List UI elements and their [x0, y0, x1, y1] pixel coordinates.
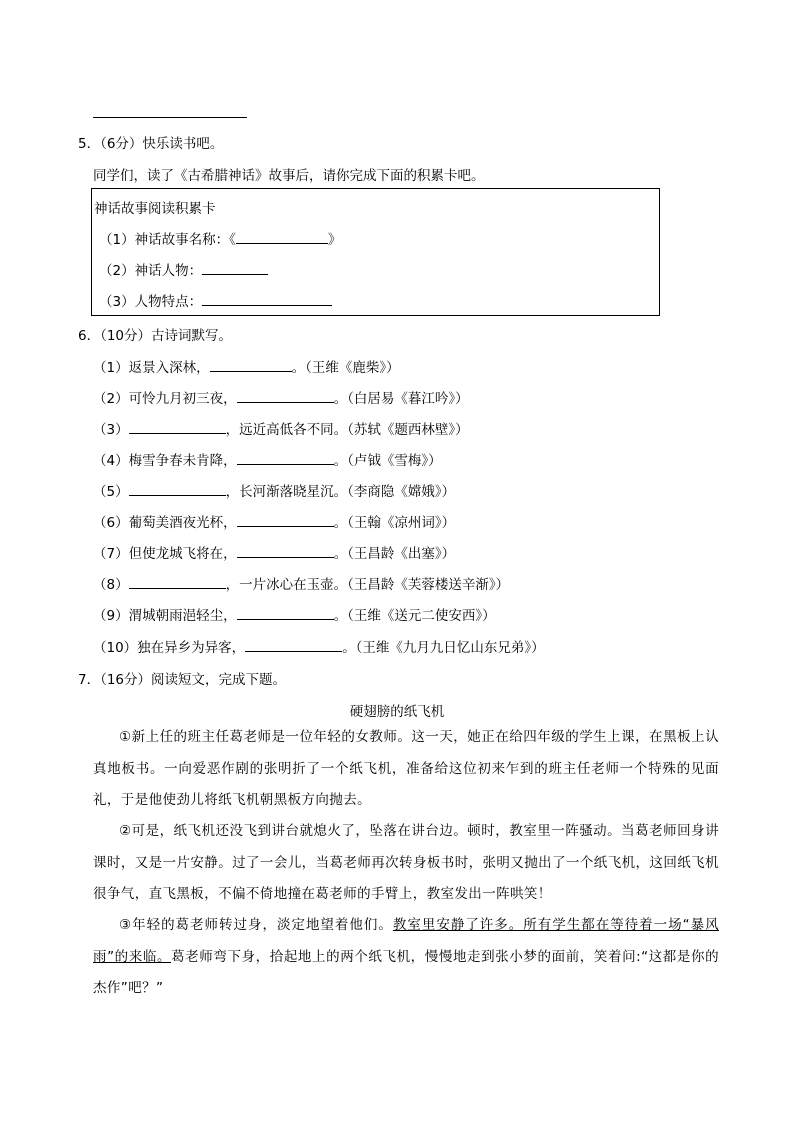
poem-line-post: 。（卢钺《雪梅》）: [333, 453, 442, 469]
underlined-sentence: 教室里安静了许多。所有学生都在等待着一场“暴风雨”的来临。: [93, 917, 719, 965]
poem-line-post: 。（白居易《暮江吟》）: [333, 391, 469, 407]
poem-blank[interactable]: [129, 577, 226, 589]
card-item-3: [99, 290, 332, 310]
poem-line-pre: （8）: [93, 577, 129, 593]
poem-blank[interactable]: [237, 608, 334, 620]
q5-header: 5．（6分）快乐读书吧。: [78, 136, 224, 152]
paragraph-1-text: ①新上任的班主任葛老师是一位年轻的女教师。这一天，她正在给四年级的学生上课，在黑板上认真地板书。一向爱恶作剧的张明折了一个纸飞机，准备给这位初来乍到的班主任老师一个特殊的见面礼，于是他使劲儿将纸飞机朝黑板方向抛去。: [93, 729, 719, 808]
paragraph-1: [93, 722, 719, 817]
poem-blank[interactable]: [237, 453, 334, 465]
trait-blank[interactable]: [202, 294, 332, 306]
poem-line-post: ，长河渐落晓星沉。（李商隐《嫦娥》）: [225, 484, 456, 500]
poem-line-pre: （9）渭城朝雨浥轻尘，: [93, 608, 237, 624]
poem-blank[interactable]: [245, 640, 342, 652]
poem-line: [93, 636, 545, 656]
poem-line-post: 。（王维《九月九日忆山东兄弟》）: [342, 640, 545, 656]
paragraph-3-start: ③年轻的葛老师转过身，淡定地望着他们。: [119, 917, 393, 933]
poem-line-pre: （10）独在异乡为异客，: [93, 640, 246, 656]
poem-line-pre: （5）: [93, 484, 129, 500]
story-name-blank[interactable]: [236, 232, 328, 244]
answer-line-top: [93, 117, 247, 118]
poem-line: [93, 449, 442, 469]
poem-blank[interactable]: [237, 546, 334, 558]
poem-line-pre: （3）: [93, 422, 129, 438]
poem-line-pre: （7）但使龙城飞将在，: [93, 546, 237, 562]
character-blank[interactable]: [202, 263, 268, 275]
card-item-2-prefix: （2）神话人物：: [99, 263, 203, 279]
poem-line: [93, 480, 455, 500]
poem-blank[interactable]: [129, 484, 226, 496]
card-item-1-prefix: （1）神话故事名称：《: [99, 232, 236, 248]
paragraph-3: [93, 910, 719, 1005]
poem-line: [93, 573, 509, 593]
poem-line-pre: （1）返景入深林，: [93, 360, 210, 376]
poem-line: [93, 356, 400, 376]
q5-intro: 同学们，读了《古希腊神话》故事后，请你完成下面的积累卡吧。: [93, 168, 485, 184]
poem-line-post: ，远近高低各不同。（苏轼《题西林壁》）: [225, 422, 469, 438]
poem-blank[interactable]: [129, 422, 226, 434]
poem-line: [93, 387, 469, 407]
poem-line-pre: （2）可怜九月初三夜，: [93, 391, 237, 407]
poem-blank[interactable]: [210, 360, 292, 372]
paragraph-3-text: [93, 910, 719, 1005]
poem-blank[interactable]: [237, 515, 334, 527]
card-title: 神话故事阅读积累卡: [94, 201, 216, 217]
paragraph-3-end: 葛老师弯下身，拾起地上的两个纸飞机，慢慢地走到张小梦的面前，笑着问:“这都是你的杰作”吧？”: [93, 948, 719, 996]
paragraph-2: [93, 816, 719, 911]
poem-blank[interactable]: [237, 391, 334, 403]
card-item-2: [99, 259, 268, 279]
card-item-1: [99, 228, 341, 248]
q7-header: 7．（16分）阅读短文，完成下题。: [78, 672, 287, 688]
poem-line: [93, 418, 469, 438]
poem-line-post: 。（王维《送元二使安西》）: [333, 608, 496, 624]
article-title: 硬翅膀的纸飞机: [349, 704, 445, 720]
poem-line-pre: （6）葡萄美酒夜光杯，: [93, 515, 237, 531]
card-item-3-prefix: （3）人物特点：: [99, 294, 203, 310]
poem-line-post: 。（王翰《凉州词》）: [333, 515, 456, 531]
q6-header: 6．（10分）古诗词默写。: [78, 328, 233, 344]
poem-line-pre: （4）梅雪争春未肯降，: [93, 453, 237, 469]
poem-line: [93, 604, 496, 624]
poem-line: [93, 511, 455, 531]
poem-line-post: ，一片冰心在玉壶。（王昌龄《芙蓉楼送辛渐》）: [225, 577, 510, 593]
paragraph-2-text: ②可是，纸飞机还没飞到讲台就熄火了，坠落在讲台边。顿时，教室里一阵骚动。当葛老师回身讲课时，又是一片安静。过了一会儿，当葛老师再次转身板书时，张明又抛出了一个纸飞机，这回纸飞机很争气，直飞黑板，不偏不倚地撞在葛老师的手臂上，教室发出一阵哄笑！: [93, 823, 719, 902]
poem-line-post: 。（王昌龄《出塞》）: [333, 546, 456, 562]
card-item-1-suffix: 》: [327, 232, 342, 248]
poem-line-post: 。（王维《鹿柴》）: [291, 360, 400, 376]
poem-line: [93, 542, 455, 562]
